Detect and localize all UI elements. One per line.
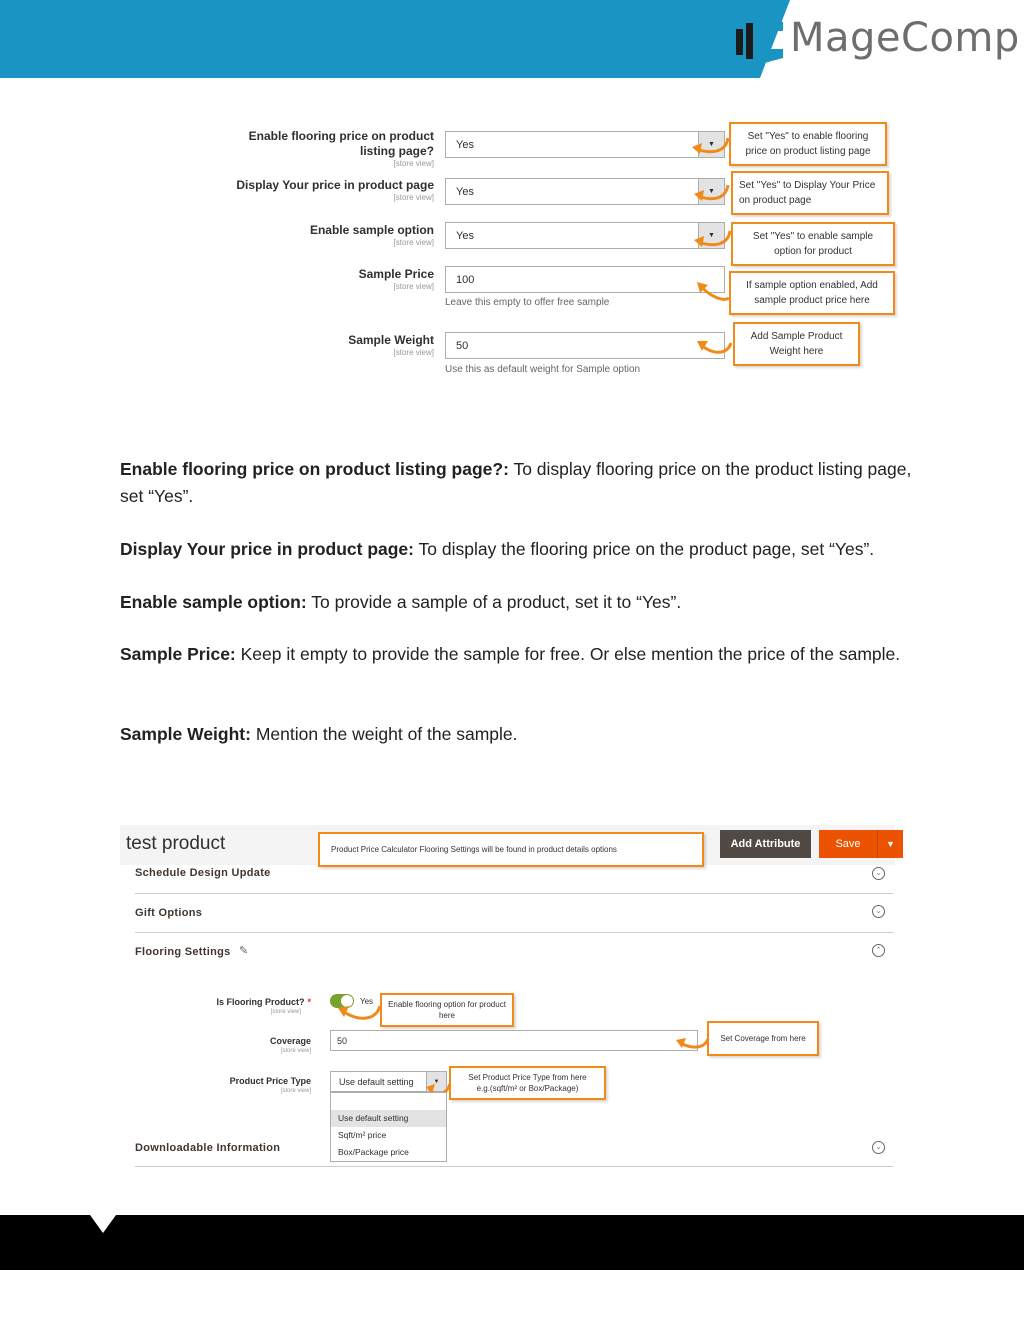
section-title-downloadable: Downloadable Information: [135, 1142, 281, 1154]
arrow-icon: [674, 1033, 712, 1053]
required-mark: *: [307, 997, 311, 1007]
callout-coverage: Set Coverage from here: [707, 1021, 819, 1056]
input-sample-weight[interactable]: 50: [445, 332, 725, 359]
callout-sample-price: If sample option enabled, Add sample product price here: [729, 271, 895, 315]
dropdown-option[interactable]: Box/Package price: [338, 1147, 409, 1157]
callout-is-flooring: Enable flooring option for product here: [380, 993, 514, 1027]
label-is-flooring: Is Flooring Product? * [store view]: [216, 997, 311, 1015]
description-sample-price: Sample Price: Keep it empty to provide the sample for free. Or else mention the price of the sample.: [120, 644, 901, 664]
callout-sample-weight: Add Sample Product Weight here: [733, 322, 860, 366]
callout-display-price: Set "Yes" to Display Your Price on product page: [731, 171, 889, 215]
note-sample-weight: Use this as default weight for Sample option: [445, 364, 641, 375]
callout-title: Product Price Calculator Flooring Settings will be found in product details options: [318, 832, 704, 867]
price-type-select[interactable]: Use default setting ▼: [330, 1071, 447, 1092]
section-downloadable[interactable]: [135, 1128, 893, 1167]
select-enable-sample[interactable]: Yes ▼: [445, 222, 725, 249]
header-band: [0, 0, 760, 78]
toggle-value: Yes: [360, 997, 374, 1006]
brand-name: MageComp: [790, 15, 1020, 61]
select-display-price[interactable]: Yes ▼: [445, 178, 725, 205]
field-label-display-price: Display Your price in product page [store view]: [236, 178, 434, 202]
field-label-enable-listing: Enable flooring price on product listing page? [store view]: [248, 129, 434, 168]
description-enable-sample: Enable sample option: To provide a sample of a product, set it to “Yes”.: [120, 592, 682, 612]
callout-price-type: Set Product Price Type from here e.g.(sqft/m² or Box/Package): [449, 1066, 606, 1100]
section-gift[interactable]: [135, 894, 893, 933]
callout-enable-sample: Set "Yes" to enable sample option for product: [731, 222, 895, 266]
label-price-type: Product Price Type [store view]: [229, 1076, 311, 1094]
coverage-input[interactable]: 50: [330, 1030, 698, 1051]
arrow-icon: [690, 135, 740, 160]
page-title: test product: [126, 833, 226, 854]
expand-icon[interactable]: ⌄: [872, 905, 885, 918]
note-sample-price: Leave this empty to offer free sample: [445, 297, 610, 308]
pencil-icon[interactable]: ✎: [239, 945, 249, 957]
description-sample-weight: Sample Weight: Mention the weight of the sample.: [120, 724, 518, 744]
chevron-down-icon: ▼: [698, 223, 724, 248]
section-title-flooring: Flooring Settings: [135, 946, 231, 958]
dropdown-option[interactable]: Use default setting: [331, 1110, 446, 1127]
chevron-down-icon: ▼: [886, 839, 895, 849]
save-button[interactable]: Save: [819, 830, 877, 858]
arrow-icon: [336, 1000, 384, 1024]
section-schedule[interactable]: [135, 855, 893, 894]
chevron-down-icon: ▼: [426, 1072, 446, 1091]
section-flooring[interactable]: [135, 933, 893, 973]
chevron-down-icon: ▼: [698, 179, 724, 204]
field-label-sample-weight: Sample Weight [store view]: [348, 333, 434, 357]
description-enable-listing: Enable flooring price on product listing page?: To display flooring price on the product listing page, set “Yes”.: [120, 459, 912, 506]
arrow-icon: [695, 280, 740, 305]
input-sample-price[interactable]: 100: [445, 266, 725, 293]
label-coverage: Coverage [store view]: [269, 1036, 311, 1054]
section-title-gift: Gift Options: [135, 907, 203, 919]
field-label-sample-price: Sample Price [store view]: [358, 267, 434, 291]
save-options-button[interactable]: [877, 830, 903, 858]
arrow-icon: [692, 182, 742, 207]
price-type-dropdown: [330, 1092, 447, 1162]
field-label-enable-sample: Enable sample option [store view]: [309, 223, 434, 247]
footer-band: [0, 1215, 1024, 1270]
section-title-schedule: Schedule Design Update: [135, 867, 271, 879]
add-attribute-button[interactable]: Add Attribute: [720, 830, 811, 858]
arrow-icon: [695, 335, 740, 360]
collapse-icon[interactable]: ⌃: [872, 944, 885, 957]
chevron-down-icon: ▼: [698, 132, 724, 157]
description-display-price: Display Your price in product page: To display the flooring price on the product page, set “Yes”.: [120, 539, 875, 559]
dropdown-option[interactable]: Sqft/m² price: [338, 1130, 387, 1140]
magecomp-logo-icon: [730, 11, 788, 65]
expand-icon[interactable]: ⌄: [872, 867, 885, 880]
brand-logo: [730, 10, 1020, 66]
select-enable-listing[interactable]: Yes ▼: [445, 131, 725, 158]
callout-enable-listing: Set "Yes" to enable flooring price on product listing page: [729, 122, 887, 166]
expand-icon[interactable]: ⌄: [872, 1141, 885, 1154]
arrow-icon: [692, 228, 742, 253]
